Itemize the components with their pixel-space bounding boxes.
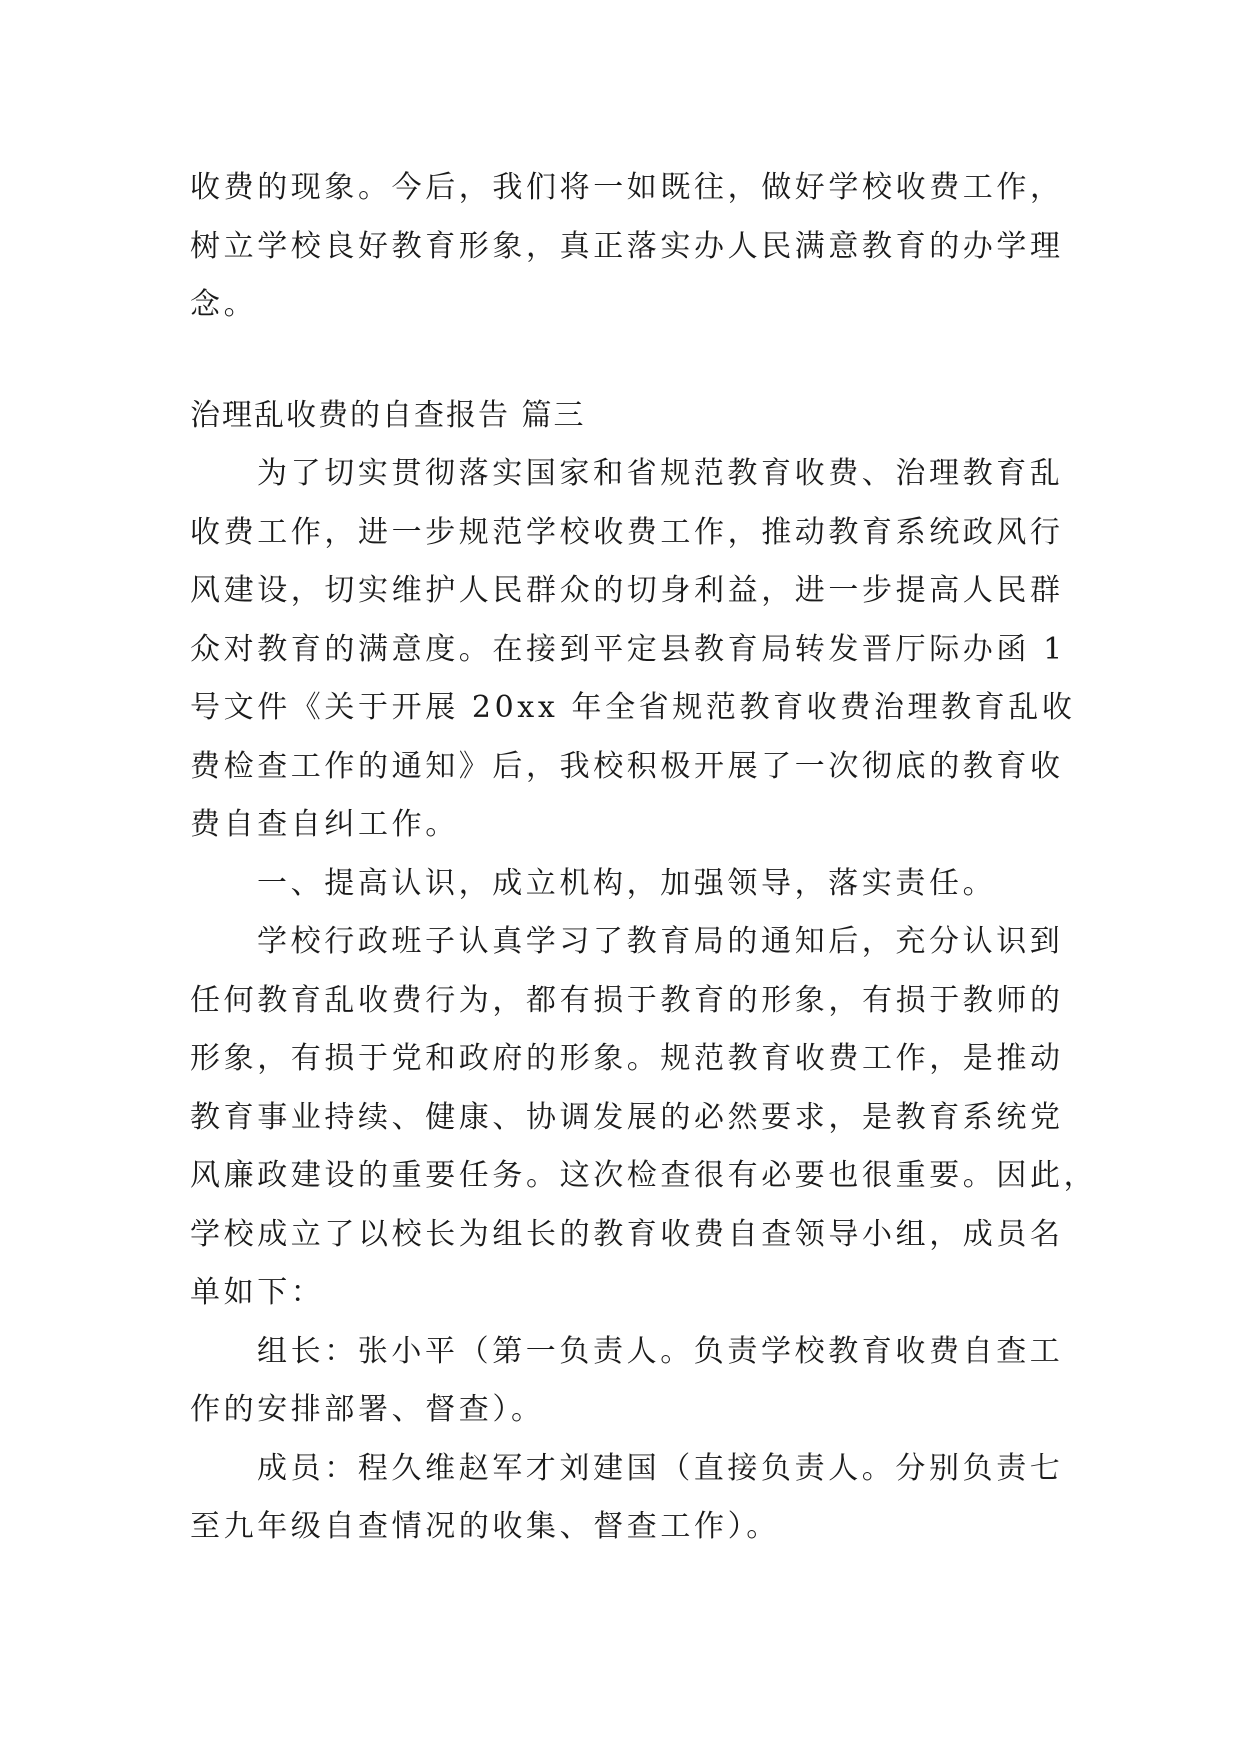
text-line: 一、提高认识，成立机构，加强领导，落实责任。 — [257, 865, 997, 901]
text-line: 号文件《关于开展 20xx 年全省规范教育收费治理教育乱收 — [190, 690, 1076, 725]
paragraph-1 — [190, 445, 1076, 855]
paragraph-4 — [190, 1323, 1064, 1440]
text-line: 为了切实贯彻落实国家和省规范教育收费、治理教育乱 — [257, 456, 1064, 491]
intro-paragraph — [190, 159, 1064, 335]
text-line: 组长：张小平（第一负责人。负责学校教育收费自查工 — [257, 1333, 1064, 1369]
section-title: 治理乱收费的自查报告 篇三 — [190, 397, 586, 433]
text-line: 收费工作，进一步规范学校收费工作，推动教育系统政风行 — [190, 514, 1064, 550]
text-line: 众对教育的满意度。在接到平定县教育局转发晋厅际办函 1 — [190, 631, 1066, 667]
text-line: 学校成立了以校长为组长的教育收费自查领导小组，成员名 — [190, 1216, 1064, 1252]
text-line: 形象，有损于党和政府的形象。规范教育收费工作，是推动 — [190, 1041, 1064, 1076]
text-line: 教育事业持续、健康、协调发展的必然要求，是教育系统党 — [190, 1099, 1064, 1135]
text-line: 念。 — [190, 287, 258, 322]
text-line: 学校行政班子认真学习了教育局的通知后，充分认识到 — [257, 924, 1064, 959]
text-line: 树立学校良好教育形象，真正落实办人民满意教育的办学理 — [190, 228, 1064, 264]
text-line: 任何教育乱收费行为，都有损于教育的形象，有损于教师的 — [190, 982, 1064, 1018]
paragraph-3 — [190, 913, 1098, 1323]
text-line: 作的安排部署、督查）。 — [190, 1392, 545, 1427]
text-line: 成员：程久维赵军才刘建国（直接负责人。分别负责七 — [257, 1450, 1064, 1486]
text-line: 费检查工作的通知》后，我校积极开展了一次彻底的教育收 — [190, 748, 1064, 784]
document-body — [190, 159, 1098, 1557]
text-line: 风建设，切实维护人民群众的切身利益，进一步提高人民群 — [190, 573, 1064, 608]
text-line: 风廉政建设的重要任务。这次检查很有必要也很重要。因此， — [190, 1158, 1098, 1193]
text-line: 单如下： — [190, 1275, 325, 1310]
section-gap — [190, 335, 1050, 387]
text-line: 费自查自纠工作。 — [190, 807, 459, 842]
text-line: 至九年级自查情况的收集、督查工作）。 — [190, 1509, 780, 1544]
text-line: 收费的现象。今后，我们将一如既往，做好学校收费工作， — [190, 170, 1064, 205]
paragraph-2 — [190, 855, 1050, 914]
paragraph-5 — [190, 1440, 1064, 1557]
